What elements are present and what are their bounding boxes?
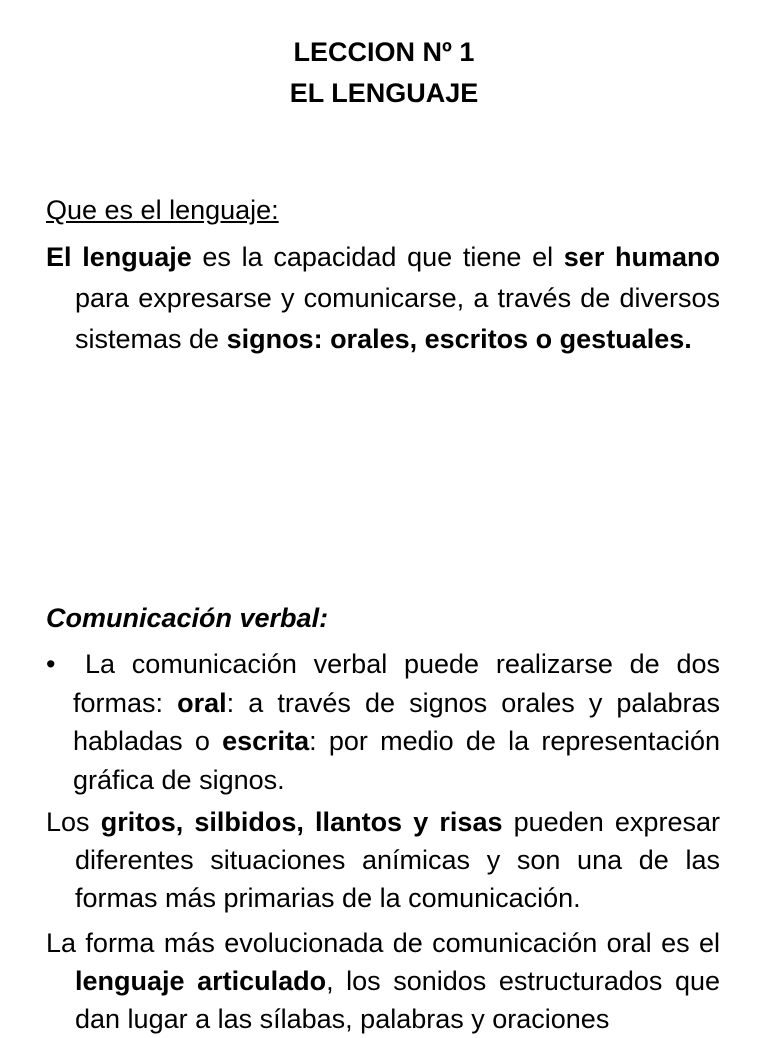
definition-paragraph: El lenguaje es la capacidad que tiene el ser humano para expresarse y comunicarse, a través de diversos sistemas de signos: orales, escritos o gestuales. — [46, 242, 721, 354]
lesson-number: LECCION Nº 1 — [293, 37, 475, 67]
section-heading-comunicacion-verbal: Comunicación verbal: — [46, 603, 329, 633]
bullet-item-verbal: • La comunicación verbal puede realizarse de dos formas: oral: a través de signos orales y palabras habladas o escrita: por medio de la representación gráfica de signos. — [46, 645, 720, 799]
lesson-subject: EL LENGUAJE — [289, 78, 479, 108]
lesson-title — [0, 32, 768, 114]
paragraph-lenguaje-articulado: La forma más evolucionada de comunicación oral es el lenguaje articulado, los sonidos estructurados que dan lugar a las sílabas, palabras y oraciones — [46, 928, 720, 1034]
bullet-icon: • — [46, 649, 56, 679]
paragraph-gritos: Los gritos, silbidos, llantos y risas pueden expresar diferentes situaciones anímicas y son una de las formas más primarias de la comunicación. — [46, 807, 720, 913]
section-heading-que-es: Que es el lenguaje: — [46, 195, 279, 225]
